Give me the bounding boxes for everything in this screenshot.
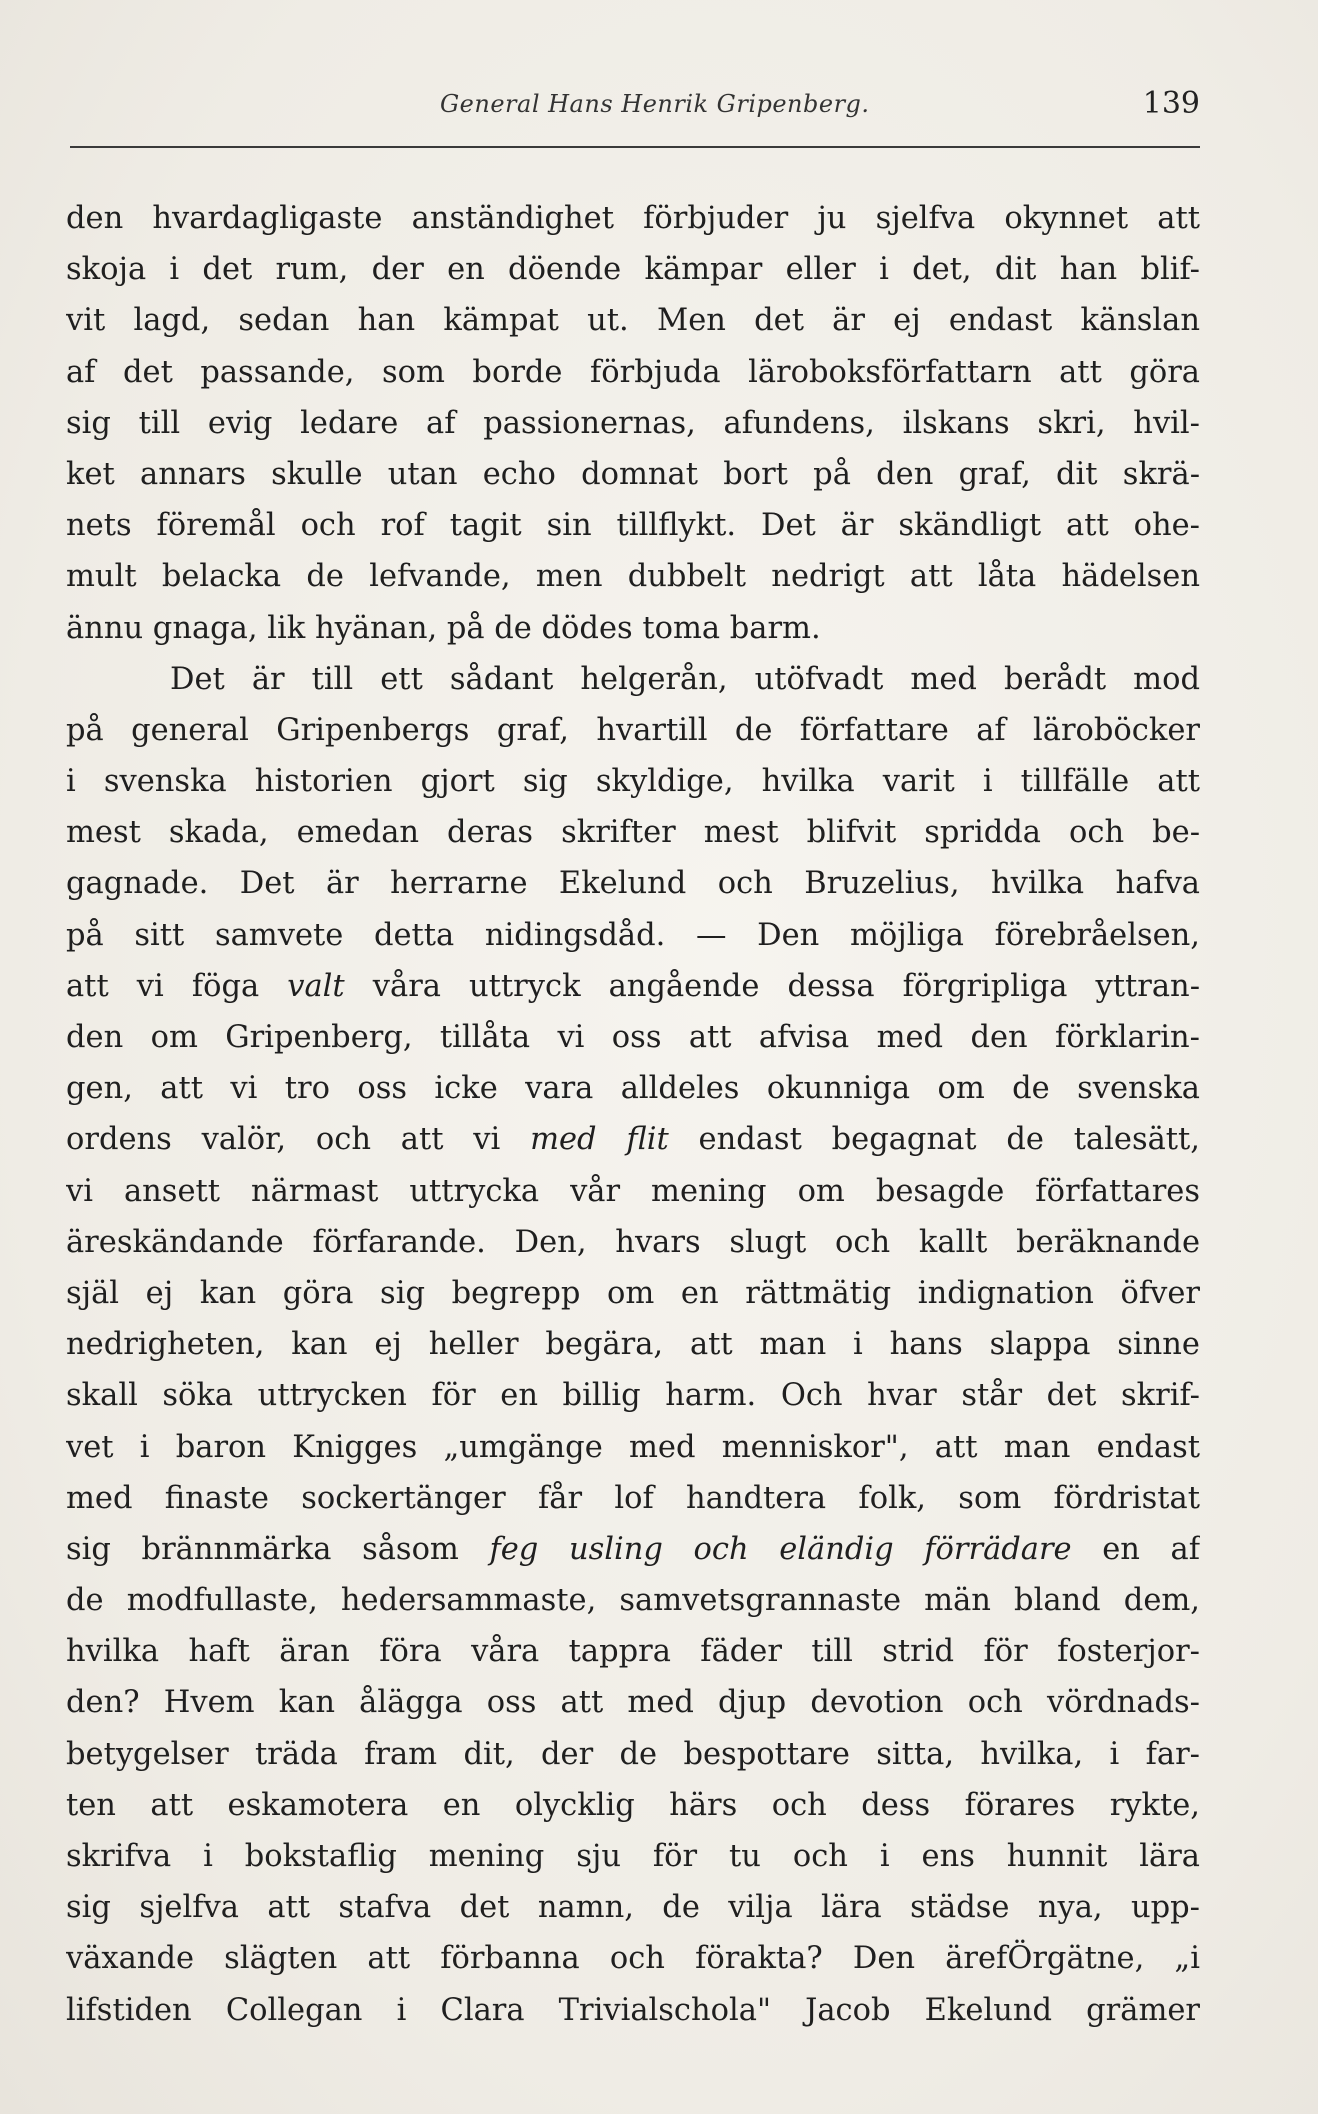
text-line: lifstiden Collegan i Clara Trivialschola" Jacob Ekelund grämer — [66, 1992, 1200, 2028]
header-rule — [70, 146, 1200, 148]
text-line: skrifva i bokstaflig mening sju för tu och i ens hunnit lära — [66, 1839, 1200, 1874]
italic-text: med flit — [530, 1122, 669, 1158]
text-line: mult belacka de lefvande, men dubbelt nedrigt att låta hädelsen — [66, 559, 1200, 595]
text-run: endast begagnat de talesätt, — [668, 1122, 1200, 1158]
text-line: de modfullaste, hedersammaste, samvetsgrannaste män bland dem, — [66, 1583, 1200, 1619]
running-title: General Hans Henrik Gripenberg. — [440, 90, 870, 118]
text-line: i svenska historien gjort sig skyldige, hvilka varit i tillfälle att — [66, 764, 1200, 800]
text-line: ännu gnaga, lik hyänan, på de dödes toma barm. — [66, 610, 821, 646]
body-text — [66, 193, 1200, 2036]
text-line: mest skada, emedan deras skrifter mest blifvit spridda och be- — [66, 815, 1200, 851]
text-line: vit lagd, sedan han kämpat ut. Men det är ej endast känslan — [66, 303, 1200, 339]
text-line: med finaste sockertänger får lof handtera folk, som fördristat — [66, 1480, 1200, 1516]
text-line: nets föremål och rof tagit sin tillflykt. Det är skändligt att ohe- — [66, 508, 1200, 544]
text-line — [66, 1114, 1200, 1165]
page-number: 139 — [1142, 86, 1200, 121]
italic-text: valt — [287, 968, 345, 1004]
text-line: skoja i det rum, der en döende kämpar eller i det, dit han blif- — [66, 252, 1200, 288]
text-run: våra uttryck angående dessa förgripliga yttran- — [344, 968, 1200, 1004]
text-line: nedrigheten, kan ej heller begära, att man i hans slappa sinne — [66, 1327, 1200, 1363]
text-line: gagnade. Det är herrarne Ekelund och Bruzelius, hvilka hafva — [66, 866, 1200, 902]
text-line: ten att eskamotera en olycklig härs och dess förares rykte, — [66, 1787, 1200, 1823]
text-line: skall söka uttrycken för en billig harm. Och hvar står det skrif- — [66, 1378, 1200, 1414]
text-line: sig till evig ledare af passionernas, afundens, ilskans skri, hvil- — [66, 405, 1200, 441]
text-line: vi ansett närmast uttrycka vår mening om besagde författares — [66, 1173, 1200, 1209]
text-line: sig sjelfva att stafva det namn, de vilja lära städse nya, upp- — [66, 1890, 1200, 1926]
text-line: äreskändande förfarande. Den, hvars slugt och kallt beräknande — [66, 1224, 1200, 1260]
text-line: den hvardagligaste anständighet förbjuder ju sjelfva okynnet att — [66, 201, 1200, 236]
text-line: Det är till ett sådant helgerån, utöfvadt med berådt mod — [170, 661, 1200, 697]
text-run: en af — [1071, 1531, 1200, 1567]
text-run: sig brännmärka såsom — [66, 1531, 490, 1567]
text-run: ordens valör, och att vi — [66, 1122, 531, 1158]
text-line — [66, 961, 1200, 1012]
text-line: gen, att vi tro oss icke vara alldeles okunniga om de svenska — [66, 1071, 1200, 1107]
text-line: vet i baron Knigges „umgänge med menniskor", att man endast — [66, 1429, 1200, 1465]
text-line: på general Gripenbergs graf, hvartill de författare af läroböcker — [66, 712, 1200, 748]
text-line: ket annars skulle utan echo domnat bort på den graf, dit skrä- — [66, 456, 1200, 492]
text-line: växande slägten att förbanna och förakta? Den ärefÖrgätne, „i — [66, 1941, 1200, 1977]
text-run: att vi föga — [66, 968, 288, 1004]
text-line: på sitt samvete detta nidingsdåd. — Den möjliga förebråelsen, — [66, 917, 1200, 953]
text-line: hvilka haft äran föra våra tappra fäder till strid för fosterjor- — [66, 1634, 1200, 1670]
text-line: den om Gripenberg, tillåta vi oss att afvisa med den förklarin- — [66, 1020, 1200, 1055]
text-line: själ ej kan göra sig begrepp om en rättmätig indignation öfver — [66, 1275, 1200, 1311]
text-line: af det passande, som borde förbjuda läroboksförfattarn att göra — [66, 354, 1200, 390]
text-line — [66, 1524, 1200, 1575]
page-header — [70, 86, 1200, 130]
text-line: betygelser träda fram dit, der de bespottare sitta, hvilka, i far- — [66, 1736, 1200, 1772]
italic-text: feg usling och eländig förrädare — [489, 1531, 1072, 1567]
text-line: den? Hvem kan ålägga oss att med djup devotion och vördnads- — [66, 1685, 1200, 1721]
